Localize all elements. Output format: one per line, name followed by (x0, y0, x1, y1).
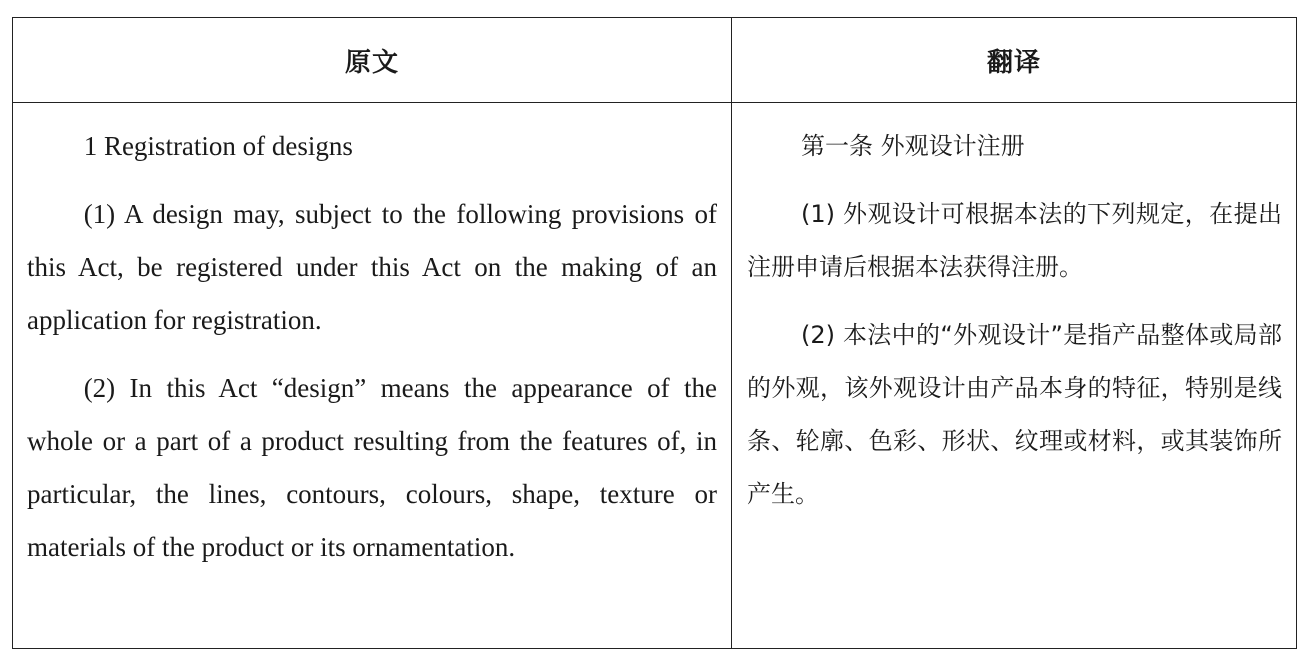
translation-text-cell (732, 103, 1296, 648)
translation-section-title: 第一条 外观设计注册 (801, 132, 1025, 160)
translation-paragraph-1: (1) 外观设计可根据本法的下列规定，在提出注册申请后根据本法获得注册。 (747, 200, 1282, 281)
original-text-cell (13, 103, 732, 648)
original-section-title: 1 Registration of designs (83, 131, 353, 161)
header-translation-label: 翻译 (986, 47, 1041, 78)
translation-paragraph-2: (2) 本法中的“外观设计”是指产品整体或局部的外观，该外观设计由产品本身的特征，特别是线条、轮廓、色彩、形状、纹理或材料，或其装饰所产生。 (747, 321, 1282, 508)
bilingual-table (12, 17, 1297, 649)
header-original-label: 原文 (344, 47, 399, 78)
header-translation (732, 18, 1296, 103)
original-paragraph-2: (2) In this Act “design” means the appearance of the whole or a part of a product resulting from the features of, in particular, the lines, contours, colours, shape, texture or materials of the product or its ornamentation. (27, 373, 717, 562)
header-original (13, 18, 732, 103)
original-paragraph-1: (1) A design may, subject to the following provisions of this Act, be registered under this Act on the making of an application for registration. (27, 199, 717, 335)
